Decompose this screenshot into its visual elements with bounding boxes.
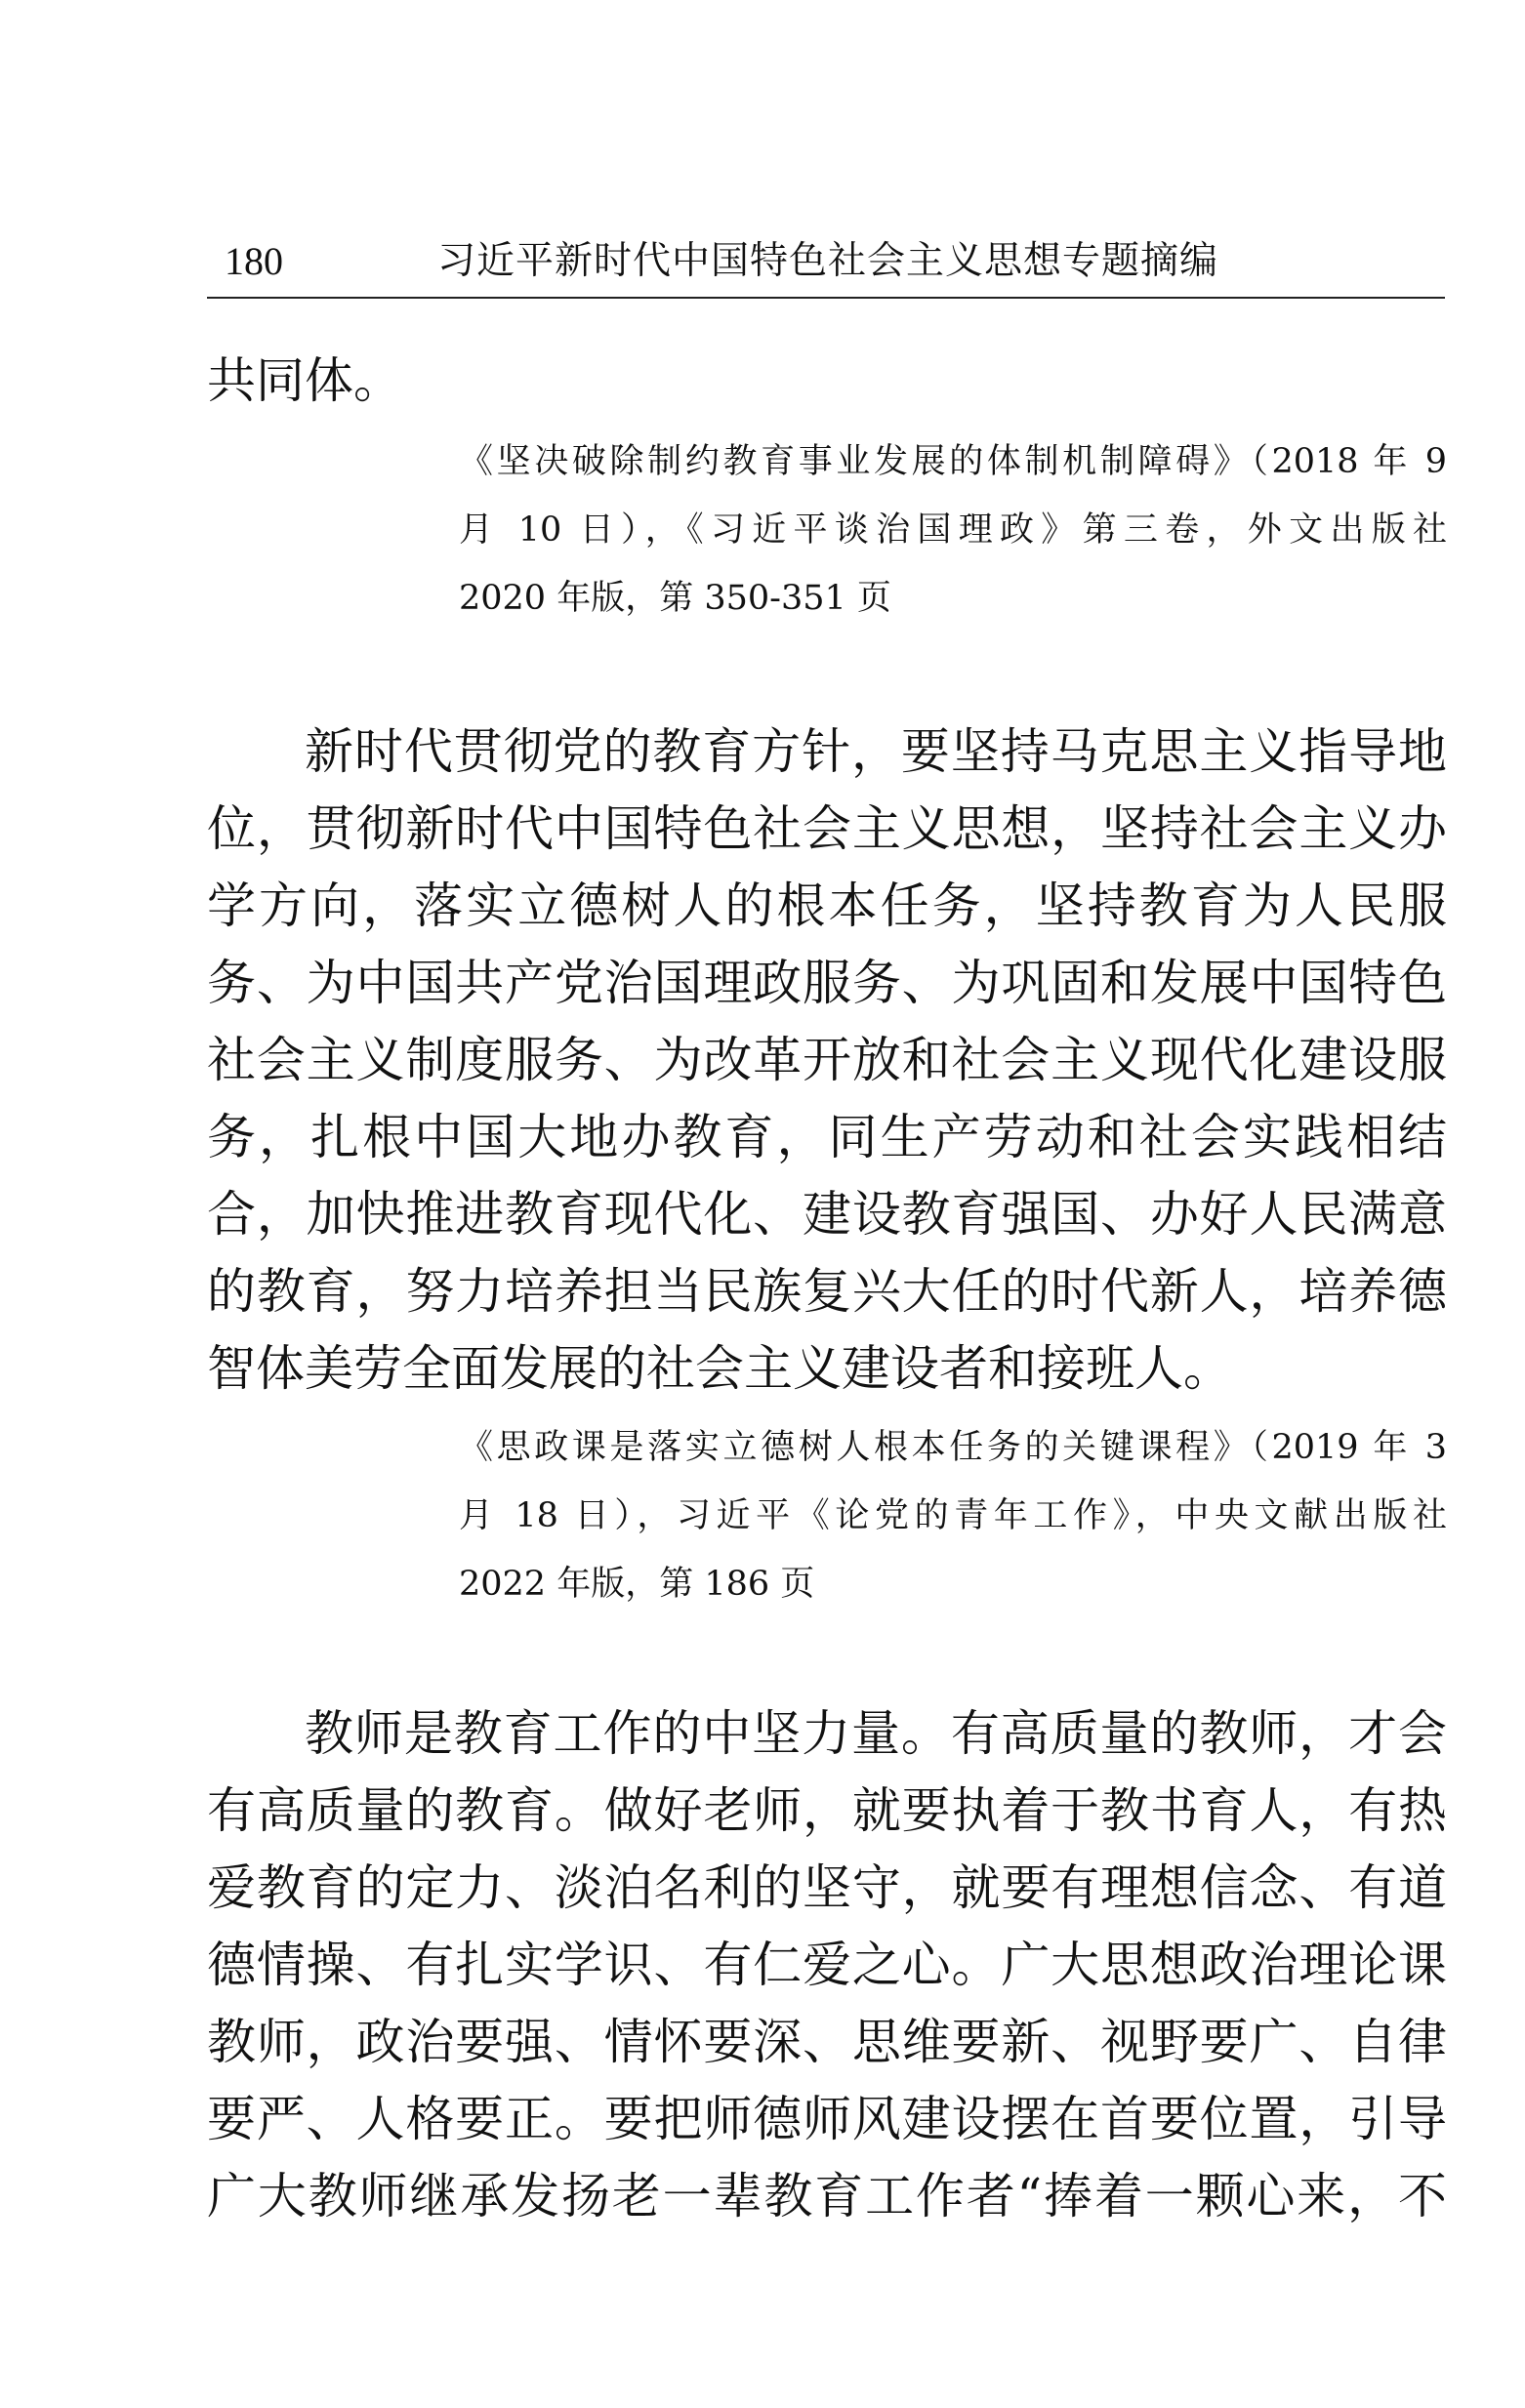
page-header — [207, 234, 1445, 299]
continuation-line: 共同体。 — [207, 352, 402, 409]
paragraph-line: 广大教师继承发扬老一辈教育工作者“捧着一颗心来，不 — [207, 2168, 1447, 2224]
citation-line: 月 18 日），习近平《论党的青年工作》，中央文献出版社 — [459, 1496, 1447, 1535]
paragraph-line: 教师是教育工作的中坚力量。有高质量的教师，才会 — [305, 1705, 1447, 1762]
paragraph-line: 智体美劳全面发展的社会主义建设者和接班人。 — [207, 1340, 1232, 1397]
paragraph-line: 爱教育的定力、淡泊名利的坚守，就要有理想信念、有道 — [207, 1859, 1447, 1916]
paragraph-line: 有高质量的教育。做好老师，就要执着于教书育人，有热 — [207, 1782, 1447, 1839]
paragraph-line: 德情操、有扎实学识、有仁爱之心。广大思想政治理论课 — [207, 1937, 1447, 1993]
citation-line: 《思政课是落实立德树人根本任务的关键课程》（2019 年 3 — [459, 1428, 1447, 1467]
paragraph-line: 社会主义制度服务、为改革开放和社会主义现代化建设服 — [207, 1032, 1447, 1088]
paragraph-line: 务、为中国共产党治国理政服务、为巩固和发展中国特色 — [207, 955, 1447, 1011]
paragraph-line: 务，扎根中国大地办教育，同生产劳动和社会实践相结 — [207, 1109, 1447, 1165]
paragraph-line: 的教育，努力培养担当民族复兴大任的时代新人，培养德 — [207, 1263, 1447, 1320]
paragraph-line: 合，加快推进教育现代化、建设教育强国、办好人民满意 — [207, 1186, 1447, 1243]
citation-line: 月 10 日），《习近平谈治国理政》第三卷，外文出版社 — [459, 510, 1447, 550]
page-number: 180 — [225, 239, 283, 283]
paragraph-line: 要严、人格要正。要把师德师风建设摆在首要位置，引导 — [207, 2091, 1447, 2147]
citation-line: 2020 年版，第 350-351 页 — [459, 579, 891, 618]
citation-line: 《坚决破除制约教育事业发展的体制机制障碍》（2018 年 9 — [459, 442, 1447, 481]
paragraph-line: 教师，政治要强、情怀要深、思维要新、视野要广、自律 — [207, 2014, 1447, 2070]
running-title: 习近平新时代中国特色社会主义思想专题摘编 — [437, 239, 1219, 283]
paragraph-line: 学方向，落实立德树人的根本任务，坚持教育为人民服 — [207, 877, 1447, 934]
paragraph-line: 新时代贯彻党的教育方针，要坚持马克思主义指导地 — [305, 723, 1447, 780]
paragraph-line: 位，贯彻新时代中国特色社会主义思想，坚持社会主义办 — [207, 800, 1447, 857]
citation-line: 2022 年版，第 186 页 — [459, 1565, 815, 1604]
